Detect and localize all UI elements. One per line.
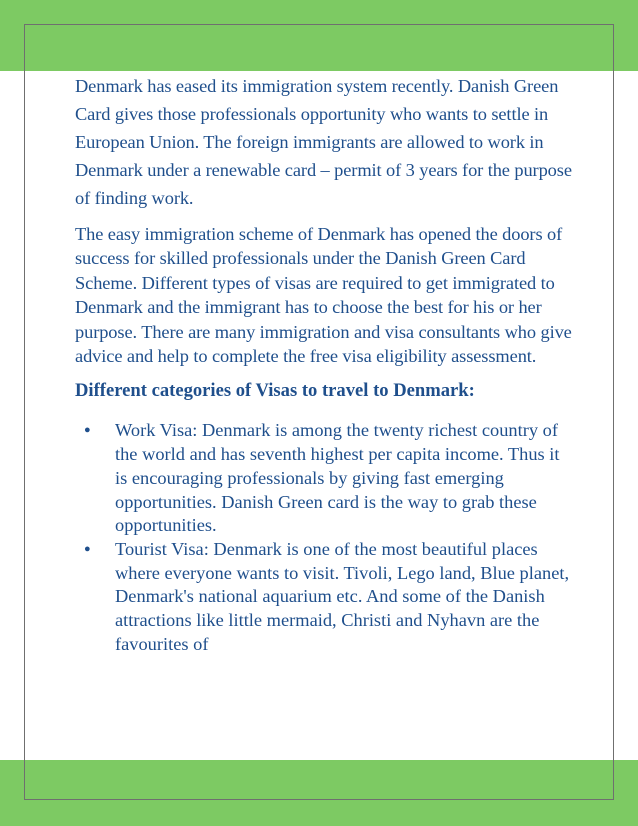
document-body — [75, 72, 575, 656]
visa-list — [75, 419, 575, 656]
list-item-work-visa — [75, 419, 575, 538]
footer-band — [0, 760, 638, 826]
bullet-icon: ● — [84, 424, 91, 437]
list-item-text: Tourist Visa: Denmark is one of the most beautiful places where everyone wants to visit. Tivoli, Lego land, Blue planet, Denmark's national aquarium etc. And some of the Danish attractions like little mermaid, Christi and Nyhavn are the favourites of — [115, 538, 570, 654]
intro-paragraph: Denmark has eased its immigration system recently. Danish Green Card gives those professionals opportunity who wants to settle in European Union. The foreign immigrants are allowed to work in Denmark under a renewable card – permit of 3 years for the purpose of finding work. — [75, 76, 572, 208]
bullet-icon: ● — [84, 542, 91, 555]
list-item-tourist-visa — [75, 538, 575, 657]
scheme-paragraph: The easy immigration scheme of Denmark has opened the doors of success for skilled professionals under the Danish Green Card Scheme. Different types of visas are required to get immigrated to Denmark and the immigrant has to choose the best for his or her purpose. There are many immigration and visa consultants who give advice and help to complete the free visa eligibility assessment. — [75, 224, 572, 367]
list-item-text: Work Visa: Denmark is among the twenty richest country of the world and has seventh highest per capita income. Thus it is encouraging professionals by giving fast emerging opportunities. Danish Green card is the way to grab these opportunities. — [115, 420, 560, 536]
section-heading: Different categories of Visas to travel to Denmark: — [75, 380, 475, 402]
header-band — [0, 0, 638, 71]
